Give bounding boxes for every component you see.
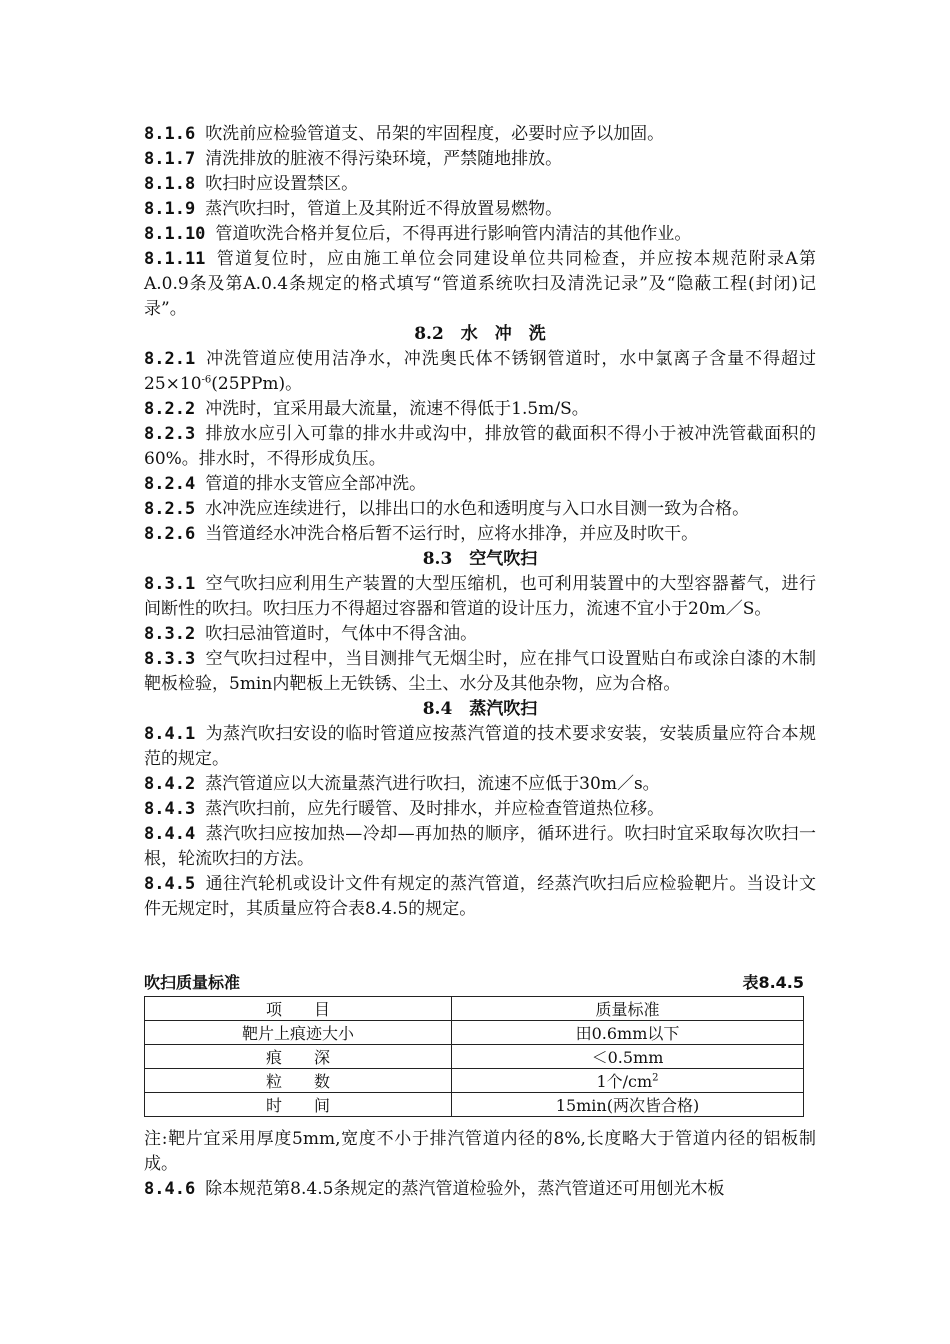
table-cell: 田0.6mm以下: [452, 1021, 804, 1045]
clause-number: 8.1.8: [144, 174, 196, 194]
table-cell: [452, 1069, 804, 1093]
clause-number: 8.3.2: [144, 624, 196, 644]
table-cell: 15min(两次皆合格): [452, 1093, 804, 1117]
clause-number: 8.2.3: [144, 424, 196, 444]
clause-text: 蒸汽吹扫前，应先行暖管、及时排水，并应检查管道热位移。: [205, 799, 665, 819]
clause-text: 吹扫忌油管道时，气体中不得含油。: [205, 624, 478, 644]
document-body: [144, 122, 816, 922]
section-heading-8-2: 8.2 水 冲 洗: [414, 324, 546, 344]
clause-text: 冲洗管道应使用洁净水，冲洗奥氏体不锈钢管道时，水中氯离子含量不得超过25×10: [144, 349, 816, 394]
clause-number: 8.4.3: [144, 799, 196, 819]
para-8-4-5: [144, 872, 816, 922]
section-heading-8-3: 8.3 空气吹扫: [422, 549, 538, 569]
clause-text: 管道复位时，应由施工单位会同建设单位共同检查，并应按本规范附录A第A.0.9条及第A.0.4条规定的格式填写“管道系统吹扫及清洗记录”及“隐蔽工程(封闭)记录”。: [144, 249, 816, 319]
clause-text: (25PPm)。: [211, 374, 303, 394]
clause-number: 8.4.4: [144, 824, 196, 844]
clause-text: 蒸汽吹扫时，管道上及其附近不得放置易燃物。: [205, 199, 563, 219]
clause-number: 8.2.4: [144, 474, 196, 494]
after-table: [144, 1127, 816, 1202]
clause-number: 8.1.7: [144, 149, 196, 169]
quality-standard-table: [144, 996, 804, 1117]
clause-text: 空气吹扫应利用生产装置的大型压缩机，也可利用装置中的大型容器蓄气，进行间断性的吹扫。吹扫压力不得超过容器和管道的设计压力，流速不宜小于20m／S。: [144, 574, 816, 619]
para-8-2-3: [144, 422, 816, 472]
para-8-1-10: [144, 222, 816, 247]
clause-number: 8.1.6: [144, 124, 196, 144]
para-8-1-11: [144, 247, 816, 322]
clause-text: 通往汽轮机或设计文件有规定的蒸汽管道，经蒸汽吹扫后应检验靶片。当设计文件无规定时，其质量应符合表8.4.5的规定。: [144, 874, 816, 919]
exponent: -6: [201, 374, 212, 386]
clause-text: 管道吹洗合格并复位后，不得再进行影响管内清洁的其他作业。: [215, 224, 692, 244]
table-cell: 时 间: [145, 1093, 452, 1117]
table-cell: 粒 数: [145, 1069, 452, 1093]
clause-text: 水冲洗应连续进行，以排出口的水色和透明度与入口水目测一致为合格。: [205, 499, 750, 519]
table-cell-text: 1个/cm: [596, 1072, 653, 1091]
table-cell: 靶片上痕迹大小: [145, 1021, 452, 1045]
clause-text: 吹洗前应检验管道支、吊架的牢固程度，必要时应予以加固。: [205, 124, 665, 144]
clause-text: 蒸汽吹扫应按加热—冷却—再加热的顺序，循环进行。吹扫时宜采取每次吹扫一根，轮流吹扫的方法。: [144, 824, 816, 869]
clause-number: 8.4.1: [144, 724, 196, 744]
clause-number: 8.2.1: [144, 349, 196, 369]
table-title: 吹扫质量标准: [144, 973, 241, 992]
clause-text: 排放水应引入可靠的排水井或沟中，排放管的截面积不得小于被冲洗管截面积的60%。排水时，不得形成负压。: [144, 424, 816, 469]
para-8-1-7: [144, 147, 816, 172]
para-8-2-6: [144, 522, 816, 547]
clause-number: 8.1.9: [144, 199, 196, 219]
table-note: 注:靶片宜采用厚度5mm,宽度不小于排汽管道内径的8%,长度略大于管道内径的铝板制成。: [144, 1129, 816, 1174]
clause-number: 8.1.10: [144, 224, 206, 244]
clause-text: 蒸汽管道应以大流量蒸汽进行吹扫，流速不应低于30m／s。: [205, 774, 660, 794]
para-8-1-9: [144, 197, 816, 222]
clause-text: 吹扫时应设置禁区。: [205, 174, 359, 194]
clause-text: 空气吹扫过程中，当目测排气无烟尘时，应在排气口设置贴白布或涂白漆的木制靶板检验，5min内靶板上无铁锈、尘土、水分及其他杂物，应为合格。: [144, 649, 816, 694]
clause-number: 8.2.5: [144, 499, 196, 519]
table-row: [145, 1045, 804, 1069]
para-8-2-2: [144, 397, 816, 422]
table-row: [145, 1069, 804, 1093]
clause-number: 8.4.6: [144, 1179, 196, 1199]
clause-text: 当管道经水冲洗合格后暂不运行时，应将水排净，并应及时吹干。: [205, 524, 699, 544]
clause-number: 8.4.5: [144, 874, 196, 894]
clause-number: 8.3.3: [144, 649, 196, 669]
para-8-1-6: [144, 122, 816, 147]
clause-number: 8.2.2: [144, 399, 196, 419]
para-8-2-4: [144, 472, 816, 497]
table-header-cell: 质量标准: [452, 997, 804, 1021]
table-header-cell: 项 目: [145, 997, 452, 1021]
clause-text: 冲洗时，宜采用最大流量，流速不得低于1.5m/S。: [205, 399, 589, 419]
clause-number: 8.4.2: [144, 774, 196, 794]
exponent: 2: [652, 1072, 659, 1084]
para-8-2-1: [144, 347, 816, 397]
table-cell: 痕 深: [145, 1045, 452, 1069]
para-8-4-2: [144, 772, 816, 797]
table-cell: ＜0.5mm: [452, 1045, 804, 1069]
clause-text: 管道的排水支管应全部冲洗。: [205, 474, 427, 494]
table-row: [145, 1021, 804, 1045]
clause-text: 除本规范第8.4.5条规定的蒸汽管道检验外，蒸汽管道还可用刨光木板: [205, 1179, 725, 1199]
para-8-2-5: [144, 497, 816, 522]
para-8-3-2: [144, 622, 816, 647]
para-8-3-1: [144, 572, 816, 622]
table-header-row: [145, 997, 804, 1021]
section-heading-8-4: 8.4 蒸汽吹扫: [422, 699, 538, 719]
table-row: [145, 1093, 804, 1117]
clause-number: 8.1.11: [144, 249, 206, 269]
clause-number: 8.3.1: [144, 574, 196, 594]
clause-number: 8.2.6: [144, 524, 196, 544]
para-8-4-4: [144, 822, 816, 872]
para-8-4-3: [144, 797, 816, 822]
table-number: 表8.4.5: [742, 973, 804, 992]
para-8-3-3: [144, 647, 816, 697]
para-8-4-1: [144, 722, 816, 772]
table-caption: [144, 970, 804, 993]
clause-text: 为蒸汽吹扫安设的临时管道应按蒸汽管道的技术要求安装，安装质量应符合本规范的规定。: [144, 724, 816, 769]
para-8-1-8: [144, 172, 816, 197]
clause-text: 清洗排放的脏液不得污染环境，严禁随地排放。: [205, 149, 563, 169]
para-8-4-6: [144, 1177, 816, 1202]
